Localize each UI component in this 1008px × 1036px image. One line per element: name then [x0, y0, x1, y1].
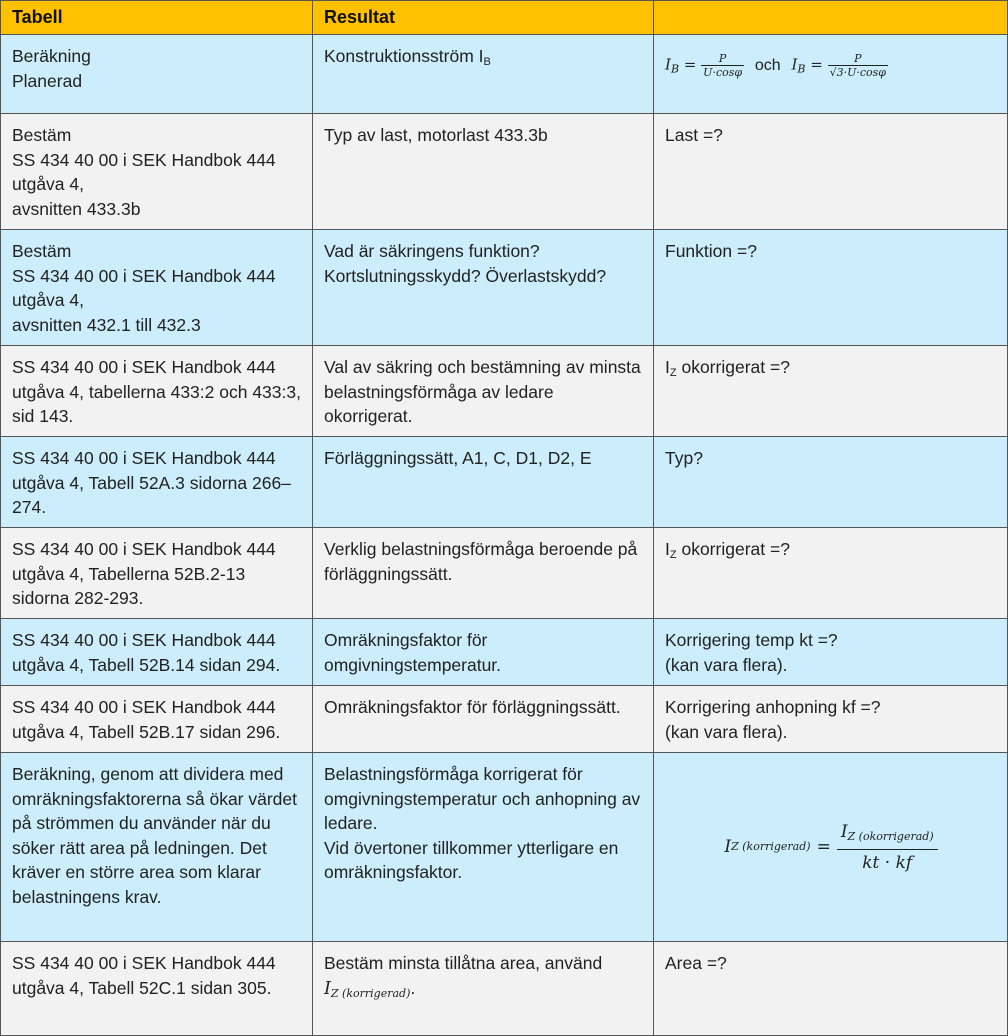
row-2-source: Bestäm SS 434 40 00 i SEK Handbok 444 utgåva 4, avsnitten 433.3b [1, 114, 313, 230]
row-6-result: Verklig belastningsförmåga beroende på förläggningssätt. [313, 528, 654, 619]
row-5-result: Förläggningssätt, A1, C, D1, D2, E [313, 437, 654, 528]
row-2-value: Last =? [654, 114, 1008, 230]
table-row [1, 753, 1008, 942]
corrected-current-formula: I Z (korrigerad) = $\frac{\text{IZ (okorrigerad)}}{kt \cdot kf}$ [665, 821, 997, 874]
header-empty [654, 1, 1008, 35]
row-7-result: Omräkningsfaktor för omgivningstemperatur. [313, 619, 654, 686]
row-8-source: SS 434 40 00 i SEK Handbok 444 utgåva 4, Tabell 52B.17 sidan 296. [1, 686, 313, 753]
row-7-source: SS 434 40 00 i SEK Handbok 444 utgåva 4, Tabell 52B.14 sidan 294. [1, 619, 313, 686]
row-1-source: Beräkning Planerad [1, 35, 313, 114]
row-4-result: Val av säkring och bestämning av minsta belastningsförmåga av ledare okorrigerat. [313, 346, 654, 437]
row-1-result: Konstruktionsström $I_B$ [313, 35, 654, 114]
row-10-source: SS 434 40 00 i SEK Handbok 444 utgåva 4, Tabell 52C.1 sidan 305. [1, 942, 313, 1036]
row-5-source: SS 434 40 00 i SEK Handbok 444 utgåva 4, Tabell 52A.3 sidorna 266–274. [1, 437, 313, 528]
table-row [1, 942, 1008, 1036]
row-1-formula [654, 35, 1008, 114]
row-8-value: Korrigering anhopning kf =? (kan vara flera). [654, 686, 1008, 753]
table-row [1, 35, 1008, 114]
table-row [1, 528, 1008, 619]
row-9-source: Beräkning, genom att dividera med omräkningsfaktorerna så ökar värdet på strömmen du använder när du söker rätt area på ledningen. Det kräver en större area som klarar belastningens krav. [1, 753, 313, 942]
row-7-value: Korrigering temp kt =? (kan vara flera). [654, 619, 1008, 686]
row-3-result: Vad är säkringens funktion? Kortslutningsskydd? Överlastskydd? [313, 230, 654, 346]
row-3-value: Funktion =? [654, 230, 1008, 346]
row-10-result: Bestäm minsta tillåtna area, använd IZ (korrigerad). [313, 942, 654, 1036]
row-4-source: SS 434 40 00 i SEK Handbok 444 utgåva 4, tabellerna 433:2 och 433:3, sid 143. [1, 346, 313, 437]
table-row [1, 619, 1008, 686]
table-row [1, 114, 1008, 230]
row-9-result: Belastningsförmåga korrigerat för omgivningstemperatur och anhopning av ledare. Vid övertoner tillkommer ytterligare en omräkningsfaktor. [313, 753, 654, 942]
header-tabell: Tabell [1, 1, 313, 35]
row-6-value: $I_Z$ okorrigerat =? [654, 528, 1008, 619]
header-row [1, 1, 1008, 35]
table-row [1, 686, 1008, 753]
current-formula: $I_B$ = $\frac{P}{U\cdot\cos\varphi}$ och $I_B$ = $\frac{P}{√3\cdot U\cdot\cos\varphi}$ [665, 52, 887, 79]
row-10-value: Area =? [654, 942, 1008, 1036]
table-row [1, 437, 1008, 528]
row-8-result: Omräkningsfaktor för förläggningssätt. [313, 686, 654, 753]
row-4-value: $I_Z$ okorrigerat =? [654, 346, 1008, 437]
row-5-value: Typ? [654, 437, 1008, 528]
row-9-formula [654, 753, 1008, 942]
row-2-result: Typ av last, motorlast 433.3b [313, 114, 654, 230]
table-row [1, 230, 1008, 346]
row-3-source: Bestäm SS 434 40 00 i SEK Handbok 444 utgåva 4, avsnitten 432.1 till 432.3 [1, 230, 313, 346]
row-6-source: SS 434 40 00 i SEK Handbok 444 utgåva 4, Tabellerna 52B.2-13 sidorna 282-293. [1, 528, 313, 619]
header-resultat: Resultat [313, 1, 654, 35]
table-row [1, 346, 1008, 437]
